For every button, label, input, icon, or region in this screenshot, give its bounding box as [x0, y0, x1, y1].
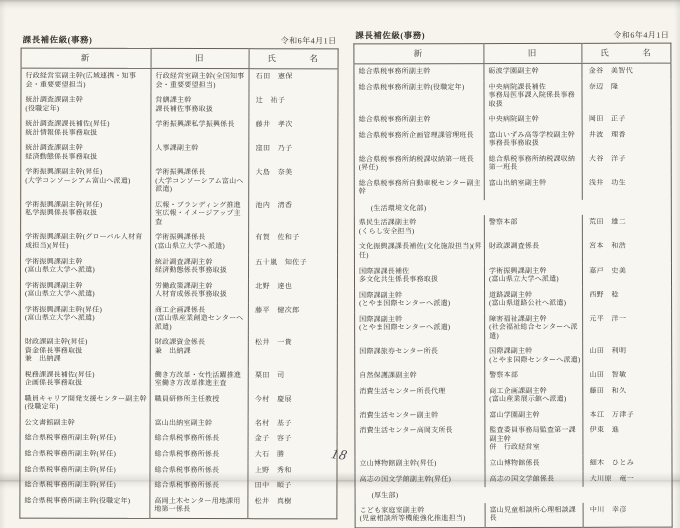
cell-new-post: 学術振興課副主幹 (富山県立大学へ派遣) [24, 281, 95, 298]
cell-name: 元平 洋一 [583, 311, 672, 344]
cell-name: 石田 憲保 [249, 69, 338, 94]
cell-old-post: 警察本部 [484, 215, 582, 239]
cell-name: 池内 清香 [249, 198, 338, 231]
cell-name: 有賀 佐和子 [249, 231, 338, 255]
cell-old-post: 学術振興課私学振興係長 [151, 117, 249, 141]
cell-name: 金谷 美智代 [582, 63, 671, 79]
cell-old-post: 中央病院副主幹 [484, 112, 582, 128]
cell-name: 伊東 進 [583, 423, 672, 456]
table-header-row [354, 43, 671, 64]
cell-old-post: 総合県税事務所係長 [150, 447, 248, 463]
cell-name: 本江 万津子 [583, 407, 672, 423]
table-row [20, 447, 337, 463]
cell-new-post: こども家庭室副主幹 (児童相談所等機能強化推進担当) [359, 505, 466, 523]
column-header-old: 旧 [151, 48, 249, 68]
cell-old-post: 営繕課主幹 課長補佐事務取扱 [151, 93, 249, 117]
table-row [354, 175, 671, 200]
cell-old-post: 富山出納室副主幹 [484, 176, 582, 200]
cell-old-post: 砺波学園副主幹 [484, 63, 582, 79]
table-row [20, 335, 337, 368]
table-row [354, 127, 671, 152]
cell-new-post: 自然保護課副主幹 [359, 371, 417, 380]
cell-old-post: 商工企画課係長 (富山県産業創造センターへ派遣) [150, 303, 248, 336]
cell-old-post: 監査委員事務局監査第一課副主幹 併 行政経営室 [485, 423, 583, 456]
cell-new-post: 消費生活センター高岡支所長 [359, 426, 453, 435]
cell-new-post: 統計調査課課長補佐(昇任) 統計情報係長事務取扱 [25, 119, 110, 137]
cell-new-post: 総合県税事務所納税課収納第一班長(昇任) [358, 154, 474, 172]
section-row [355, 487, 672, 503]
cell-new-post: 職員キャリア開発支援センター副主幹(役職定年) [24, 394, 147, 412]
cell-new-post: 県民生活課副主幹 (くらし安全担当) [358, 218, 417, 236]
cell-old-post: 富山児童相談所心理相談課長 [485, 502, 583, 527]
cell-old-post: 商工企画課副主幹 (富山産業展示館へ派遣) [485, 384, 583, 408]
table-row [355, 407, 672, 423]
cell-name: 西野 稔 [583, 287, 672, 311]
table-row [20, 254, 337, 279]
cell-new-post: 高志の国文学館副主幹(昇任) [359, 474, 452, 483]
cell-old-post: 労働政策課副主幹 人材育成係長事務取扱 [150, 278, 248, 302]
table-row [20, 367, 337, 392]
page-date: 令和6年4月1日 [280, 36, 337, 46]
column-header-old: 旧 [484, 43, 582, 63]
section-row [354, 199, 671, 215]
cell-new-post: 消費生活センター副主幹 [359, 411, 439, 420]
table-row [355, 344, 672, 369]
cell-old-post: 道路課副主幹 (富山県道路公社へ派遣) [484, 287, 582, 311]
cell-new-post: 学術振興課副主幹(昇任) (大学コンソーシアム富山へ派遣) [25, 167, 131, 185]
cell-old-post: 立山博物館係長 [485, 456, 583, 472]
cell-new-post: 文化振興課課長補佐(文化施設担当)(昇任) [358, 242, 482, 260]
personnel-table [19, 48, 338, 519]
cell-name: 窪田 乃子 [249, 141, 338, 165]
table-row [355, 287, 672, 312]
cell-old-post: 働き方改革・女性活躍推進室働き方改革推進主査 [150, 368, 248, 392]
table-row [20, 416, 337, 432]
cell-name: 山田 智敏 [583, 368, 672, 384]
handwritten-page-number: 18 [329, 447, 350, 464]
cell-new-post: 財政課副主幹(昇任) 資金係長事務取扱 兼 出納課 [24, 337, 88, 363]
cell-name: 宮本 和浩 [583, 239, 672, 263]
cell-name: 松井 真樹 [248, 494, 337, 519]
column-header-new: 新 [21, 48, 151, 68]
table-row [354, 79, 671, 112]
cell-old-post: 人事課副主幹 [151, 141, 249, 165]
cell-old-post: 富山学園副主幹 [485, 408, 583, 424]
page-title: 課長補佐級(事務) [22, 34, 93, 45]
column-header-name: 氏 名 [249, 49, 338, 69]
cell-old-post: 行政経営室副主幹(全国知事会・重要要望担当) [151, 68, 249, 93]
section-label: (厚生部) [355, 487, 672, 503]
table-row [355, 502, 672, 527]
table-row [354, 151, 671, 176]
cell-old-post: 財政課資金係長 兼 出納課 [150, 335, 248, 368]
cell-old-post: 学術振興課副主幹 (富山県立大学へ派遣) [484, 263, 582, 287]
cell-name: 嘉戸 史美 [583, 263, 672, 287]
cell-name: 北野 達也 [249, 279, 338, 303]
page-date: 令和6年4月1日 [613, 30, 670, 40]
table-row [354, 263, 671, 288]
cell-old-post: 高岡土木センター用地課用地第一係長 [150, 494, 248, 519]
column-header-new: 新 [354, 44, 484, 64]
page-header [23, 34, 337, 47]
cell-old-post: 学術振興課係長 (富山県立大学へ派遣) [151, 230, 249, 254]
table-row [20, 478, 337, 494]
cell-name: 今村 慶展 [248, 392, 337, 416]
cell-new-post: 総合県税事務所副主幹(役職定年) [358, 82, 465, 91]
table-row [354, 112, 671, 128]
cell-new-post: 学術振興課副主幹(昇任) 私学振興係長事務取扱 [25, 200, 103, 218]
cell-name: 上野 秀和 [248, 463, 337, 479]
cell-name: 栗田 司 [248, 368, 337, 392]
table-row [355, 311, 672, 344]
section-label: (生活環境文化部) [354, 199, 671, 215]
cell-new-post: 国際課旅券センター所長 [359, 347, 439, 356]
cell-new-post: 総合県税事務所自動車税センター副主幹 [358, 178, 481, 196]
cell-name: 岡田 正子 [582, 112, 671, 128]
table-row [355, 383, 672, 408]
table-row [20, 278, 337, 303]
table-row [354, 63, 671, 80]
cell-old-post: 総合県税事務所係長 [150, 478, 248, 494]
cell-name: 田中 順子 [248, 478, 337, 494]
personnel-table [353, 43, 672, 528]
cell-old-post: 国際課副主幹 (とやま国際センターへ派遣) [485, 344, 583, 368]
cell-new-post: 総合県税事務所副主幹 [358, 115, 431, 124]
table-row [20, 493, 337, 518]
cell-new-post: 国際課副主幹 (とやま国際センターへ派遣) [359, 314, 451, 332]
cell-name: 大川原 竜一 [583, 471, 672, 487]
cell-new-post: 公文書館副主幹 [24, 418, 76, 427]
cell-new-post: 国際課課長補佐 多文化共生係長事務取扱 [358, 266, 439, 284]
cell-new-post: 総合県税事務所副主幹(昇任) [24, 480, 116, 489]
table-row [21, 230, 338, 255]
table-row [21, 68, 338, 93]
cell-new-post: 統計調査課副主幹 (役職定年) [25, 95, 84, 113]
cell-new-post: 学術振興課副主幹(グローバル人材育成担当)(昇任) [25, 233, 143, 250]
table-row [20, 391, 337, 416]
cell-name: 中川 幸彦 [583, 502, 672, 527]
cell-name: 大石 勝 [248, 447, 337, 463]
table-row [20, 302, 337, 335]
table-row [21, 117, 338, 142]
cell-old-post: 総合県税事務所納税課収納第一班長 [484, 152, 582, 176]
cell-old-post: 富山出納室副主幹 [150, 416, 248, 432]
cell-new-post: 税務課課長補佐(昇任) 企画係長事務取扱 [24, 370, 95, 388]
column-header-name: 氏 名 [582, 43, 671, 63]
table-row [355, 368, 672, 384]
table-row [21, 197, 338, 230]
cell-old-post: 警察本部 [485, 368, 583, 384]
cell-old-post: 職員研修所主任教授 [150, 392, 248, 416]
cell-old-post: 中央病院課長補佐 事務局医事課入院係長事務取扱 [484, 79, 582, 112]
page-right [353, 29, 672, 528]
table-row [354, 215, 671, 240]
table-row [355, 471, 672, 487]
cell-old-post: 統計調査課副主幹 経済動態係長事務取扱 [150, 254, 248, 278]
cell-name: 大谷 洋子 [582, 151, 671, 175]
cell-old-post: 広報・ブランディング推進室広報・イメージアップ主査 [151, 198, 249, 231]
cell-new-post: 総合県税事務所副主幹 [358, 67, 431, 76]
table-row [21, 165, 338, 198]
cell-name: 藤平 健次郎 [249, 303, 338, 336]
cell-name: 浅井 功生 [582, 175, 671, 199]
cell-old-post: 学術振興課係長 (大学コンソーシアム富山へ派遣) [151, 165, 249, 198]
cell-name: 山田 利明 [583, 344, 672, 368]
table-header-row [21, 48, 338, 69]
cell-new-post: 学術振興課副主幹(昇任) (富山県立大学へ派遣) [24, 305, 102, 322]
table-row [21, 93, 338, 118]
table-row [355, 456, 672, 472]
cell-new-post: 行政経営室副主幹(広域連携・知事会・重要要望担当) [25, 71, 137, 89]
cell-name: 荒田 雄二 [583, 215, 672, 239]
page-header [355, 29, 669, 42]
cell-new-post: 総合県税事務所副主幹(役職定年) [24, 496, 131, 505]
cell-new-post: 総合県税事務所副主幹(昇任) [24, 449, 117, 458]
cell-old-post: 総合県税事務所係長 [150, 431, 248, 447]
cell-new-post: 総合県税事務所副主幹(昇任) [24, 434, 117, 443]
cell-old-post: 財政課調査係長 [484, 239, 582, 263]
cell-old-post: 高志の国文学館係長 [485, 471, 583, 487]
cell-name: 五十嵐 知佐子 [249, 255, 338, 279]
cell-new-post: 立山博物館副主幹(昇任) [359, 459, 437, 468]
cell-name: 奈辺 隆 [582, 79, 671, 112]
cell-new-post: 消費生活センター所長代理 [359, 386, 446, 396]
cell-name: 藤井 孝次 [249, 117, 338, 141]
page-left [19, 34, 338, 519]
cell-new-post: 総合県税事務所副主幹(昇任) [24, 465, 116, 474]
cell-new-post: 国際課副主幹 (とやま国際センターへ派遣) [359, 290, 451, 308]
cell-new-post: 統計調査課副主幹 経済動態係長事務取扱 [25, 143, 98, 161]
cell-old-post: 障害福祉課副主幹 (社会福祉総合センターへ派遣) [485, 311, 583, 344]
cell-new-post: 学術振興課副主幹 (富山県立大学へ派遣) [25, 257, 95, 274]
table-row [354, 239, 671, 264]
cell-name: 井波 理香 [582, 127, 671, 151]
cell-name: 辻 祐子 [249, 93, 338, 117]
table-row [20, 462, 337, 478]
cell-name: 松井 一貴 [248, 335, 337, 368]
table-row [20, 431, 337, 447]
cell-name: 大島 奈美 [249, 165, 338, 198]
cell-name: 金子 容子 [248, 432, 337, 448]
cell-old-post: 総合県税事務所係長 [150, 462, 248, 478]
cell-old-post: 富山いずみ高等学校副主幹 事務長事務取扱 [484, 127, 582, 151]
table-row [21, 141, 338, 166]
cell-name: 名村 基子 [248, 416, 337, 432]
cell-name: 藤田 和久 [583, 383, 672, 407]
table-row [355, 423, 672, 456]
cell-new-post: 総合県税事務所企画管理課管理班長 [358, 130, 474, 140]
cell-name: 細木 ひとみ [583, 456, 672, 472]
page-title: 課長補佐級(事務) [355, 30, 426, 41]
